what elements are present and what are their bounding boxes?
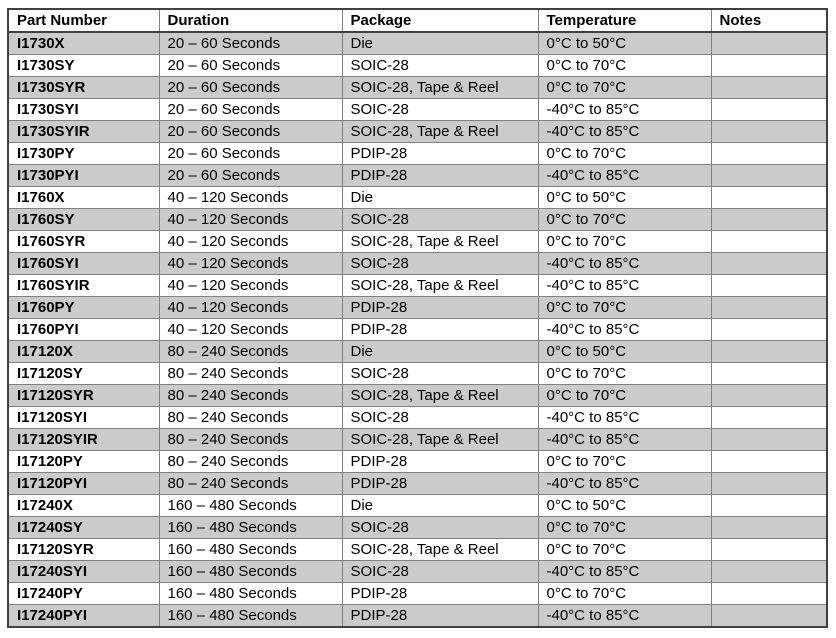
cell-notes — [711, 583, 827, 605]
table-row — [8, 429, 827, 451]
cell-package: SOIC-28 — [342, 407, 538, 429]
cell-package: SOIC-28 — [342, 253, 538, 275]
cell-package: Die — [342, 32, 538, 55]
table-row — [8, 253, 827, 275]
table-body — [8, 32, 827, 627]
cell-part: I17120SYR — [8, 385, 159, 407]
cell-notes — [711, 429, 827, 451]
cell-notes — [711, 561, 827, 583]
cell-part: I17120SYR — [8, 539, 159, 561]
cell-duration: 160 – 480 Seconds — [159, 561, 342, 583]
cell-notes — [711, 209, 827, 231]
cell-duration: 160 – 480 Seconds — [159, 539, 342, 561]
cell-part: I17120PY — [8, 451, 159, 473]
cell-temperature: -40°C to 85°C — [538, 121, 711, 143]
cell-package: PDIP-28 — [342, 583, 538, 605]
cell-temperature: 0°C to 70°C — [538, 385, 711, 407]
column-header-duration: Duration — [159, 9, 342, 32]
cell-duration: 160 – 480 Seconds — [159, 583, 342, 605]
cell-duration: 80 – 240 Seconds — [159, 429, 342, 451]
cell-part: I17240SY — [8, 517, 159, 539]
table-row — [8, 495, 827, 517]
table-row — [8, 187, 827, 209]
cell-temperature: -40°C to 85°C — [538, 429, 711, 451]
table-row — [8, 473, 827, 495]
cell-part: I17120SY — [8, 363, 159, 385]
cell-notes — [711, 165, 827, 187]
cell-temperature: -40°C to 85°C — [538, 165, 711, 187]
cell-part: I1730SYIR — [8, 121, 159, 143]
table-row — [8, 209, 827, 231]
column-header-package: Package — [342, 9, 538, 32]
cell-duration: 40 – 120 Seconds — [159, 253, 342, 275]
cell-temperature: 0°C to 70°C — [538, 539, 711, 561]
cell-part: I1760SYR — [8, 231, 159, 253]
cell-package: SOIC-28 — [342, 561, 538, 583]
cell-duration: 80 – 240 Seconds — [159, 385, 342, 407]
cell-part: I1760SY — [8, 209, 159, 231]
cell-temperature: 0°C to 70°C — [538, 297, 711, 319]
cell-notes — [711, 231, 827, 253]
cell-part: I17240PY — [8, 583, 159, 605]
cell-part: I17240SYI — [8, 561, 159, 583]
cell-duration: 160 – 480 Seconds — [159, 517, 342, 539]
table-row — [8, 561, 827, 583]
table-row — [8, 143, 827, 165]
table-row — [8, 341, 827, 363]
cell-duration: 20 – 60 Seconds — [159, 55, 342, 77]
cell-notes — [711, 253, 827, 275]
cell-part: I1730SYI — [8, 99, 159, 121]
cell-notes — [711, 77, 827, 99]
table-row — [8, 385, 827, 407]
cell-package: SOIC-28, Tape & Reel — [342, 385, 538, 407]
cell-package: PDIP-28 — [342, 473, 538, 495]
cell-duration: 20 – 60 Seconds — [159, 77, 342, 99]
cell-package: PDIP-28 — [342, 297, 538, 319]
cell-notes — [711, 385, 827, 407]
cell-package: SOIC-28 — [342, 55, 538, 77]
cell-temperature: 0°C to 70°C — [538, 231, 711, 253]
cell-part: I1730PY — [8, 143, 159, 165]
cell-part: I1730SYR — [8, 77, 159, 99]
cell-part: I1760PYI — [8, 319, 159, 341]
cell-duration: 80 – 240 Seconds — [159, 407, 342, 429]
cell-duration: 40 – 120 Seconds — [159, 319, 342, 341]
cell-temperature: -40°C to 85°C — [538, 253, 711, 275]
cell-notes — [711, 473, 827, 495]
cell-temperature: -40°C to 85°C — [538, 275, 711, 297]
cell-notes — [711, 407, 827, 429]
table-row — [8, 517, 827, 539]
cell-part: I1760SYI — [8, 253, 159, 275]
cell-notes — [711, 341, 827, 363]
cell-notes — [711, 539, 827, 561]
cell-part: I17120X — [8, 341, 159, 363]
cell-notes — [711, 55, 827, 77]
cell-duration: 20 – 60 Seconds — [159, 165, 342, 187]
cell-package: SOIC-28, Tape & Reel — [342, 231, 538, 253]
cell-package: SOIC-28, Tape & Reel — [342, 429, 538, 451]
cell-duration: 20 – 60 Seconds — [159, 32, 342, 55]
cell-part: I1760SYIR — [8, 275, 159, 297]
cell-duration: 40 – 120 Seconds — [159, 209, 342, 231]
cell-duration: 40 – 120 Seconds — [159, 231, 342, 253]
cell-package: SOIC-28 — [342, 517, 538, 539]
table-row — [8, 55, 827, 77]
table-row — [8, 319, 827, 341]
cell-duration: 160 – 480 Seconds — [159, 495, 342, 517]
cell-temperature: -40°C to 85°C — [538, 319, 711, 341]
cell-package: SOIC-28 — [342, 209, 538, 231]
table-row — [8, 407, 827, 429]
cell-package: SOIC-28, Tape & Reel — [342, 275, 538, 297]
cell-part: I17120SYIR — [8, 429, 159, 451]
cell-notes — [711, 451, 827, 473]
cell-part: I17240PYI — [8, 605, 159, 628]
cell-notes — [711, 32, 827, 55]
table-row — [8, 363, 827, 385]
cell-duration: 80 – 240 Seconds — [159, 363, 342, 385]
cell-duration: 80 – 240 Seconds — [159, 341, 342, 363]
cell-notes — [711, 495, 827, 517]
cell-duration: 40 – 120 Seconds — [159, 275, 342, 297]
column-header-temperature: Temperature — [538, 9, 711, 32]
cell-notes — [711, 605, 827, 628]
cell-notes — [711, 297, 827, 319]
cell-package: SOIC-28 — [342, 99, 538, 121]
column-header-part-number: Part Number — [8, 9, 159, 32]
cell-notes — [711, 121, 827, 143]
cell-package: PDIP-28 — [342, 319, 538, 341]
cell-package: Die — [342, 495, 538, 517]
cell-part: I17120SYI — [8, 407, 159, 429]
cell-duration: 40 – 120 Seconds — [159, 297, 342, 319]
cell-duration: 40 – 120 Seconds — [159, 187, 342, 209]
table-row — [8, 121, 827, 143]
cell-temperature: 0°C to 50°C — [538, 32, 711, 55]
cell-temperature: -40°C to 85°C — [538, 407, 711, 429]
cell-temperature: 0°C to 70°C — [538, 583, 711, 605]
cell-notes — [711, 363, 827, 385]
table-row — [8, 275, 827, 297]
cell-notes — [711, 99, 827, 121]
cell-part: I17240X — [8, 495, 159, 517]
cell-part: I1730PYI — [8, 165, 159, 187]
table-row — [8, 231, 827, 253]
cell-temperature: 0°C to 50°C — [538, 187, 711, 209]
table-row — [8, 605, 827, 628]
cell-temperature: -40°C to 85°C — [538, 561, 711, 583]
cell-notes — [711, 143, 827, 165]
cell-duration: 160 – 480 Seconds — [159, 605, 342, 628]
table-row — [8, 451, 827, 473]
cell-package: SOIC-28, Tape & Reel — [342, 539, 538, 561]
cell-temperature: -40°C to 85°C — [538, 99, 711, 121]
cell-duration: 80 – 240 Seconds — [159, 473, 342, 495]
cell-package: SOIC-28, Tape & Reel — [342, 77, 538, 99]
table-row — [8, 32, 827, 55]
cell-package: PDIP-28 — [342, 143, 538, 165]
cell-package: PDIP-28 — [342, 165, 538, 187]
cell-notes — [711, 187, 827, 209]
cell-part: I1760X — [8, 187, 159, 209]
cell-temperature: 0°C to 70°C — [538, 143, 711, 165]
cell-temperature: -40°C to 85°C — [538, 473, 711, 495]
cell-temperature: 0°C to 50°C — [538, 341, 711, 363]
cell-notes — [711, 319, 827, 341]
cell-package: SOIC-28, Tape & Reel — [342, 121, 538, 143]
cell-temperature: 0°C to 70°C — [538, 517, 711, 539]
cell-package: Die — [342, 187, 538, 209]
cell-part: I1730X — [8, 32, 159, 55]
table-row — [8, 77, 827, 99]
table-row — [8, 165, 827, 187]
header-row — [8, 9, 827, 32]
cell-package: Die — [342, 341, 538, 363]
table-row — [8, 583, 827, 605]
cell-temperature: 0°C to 70°C — [538, 209, 711, 231]
cell-duration: 20 – 60 Seconds — [159, 143, 342, 165]
cell-duration: 80 – 240 Seconds — [159, 451, 342, 473]
table-header — [8, 9, 827, 32]
cell-duration: 20 – 60 Seconds — [159, 121, 342, 143]
cell-temperature: 0°C to 70°C — [538, 55, 711, 77]
cell-temperature: 0°C to 50°C — [538, 495, 711, 517]
table-row — [8, 539, 827, 561]
cell-part: I1760PY — [8, 297, 159, 319]
cell-package: SOIC-28 — [342, 363, 538, 385]
cell-part: I1730SY — [8, 55, 159, 77]
cell-notes — [711, 275, 827, 297]
table-row — [8, 99, 827, 121]
cell-temperature: 0°C to 70°C — [538, 363, 711, 385]
cell-temperature: 0°C to 70°C — [538, 77, 711, 99]
column-header-notes: Notes — [711, 9, 827, 32]
cell-temperature: -40°C to 85°C — [538, 605, 711, 628]
cell-temperature: 0°C to 70°C — [538, 451, 711, 473]
cell-notes — [711, 517, 827, 539]
cell-part: I17120PYI — [8, 473, 159, 495]
cell-package: PDIP-28 — [342, 605, 538, 628]
parts-table — [7, 8, 828, 628]
table-row — [8, 297, 827, 319]
cell-package: PDIP-28 — [342, 451, 538, 473]
cell-duration: 20 – 60 Seconds — [159, 99, 342, 121]
